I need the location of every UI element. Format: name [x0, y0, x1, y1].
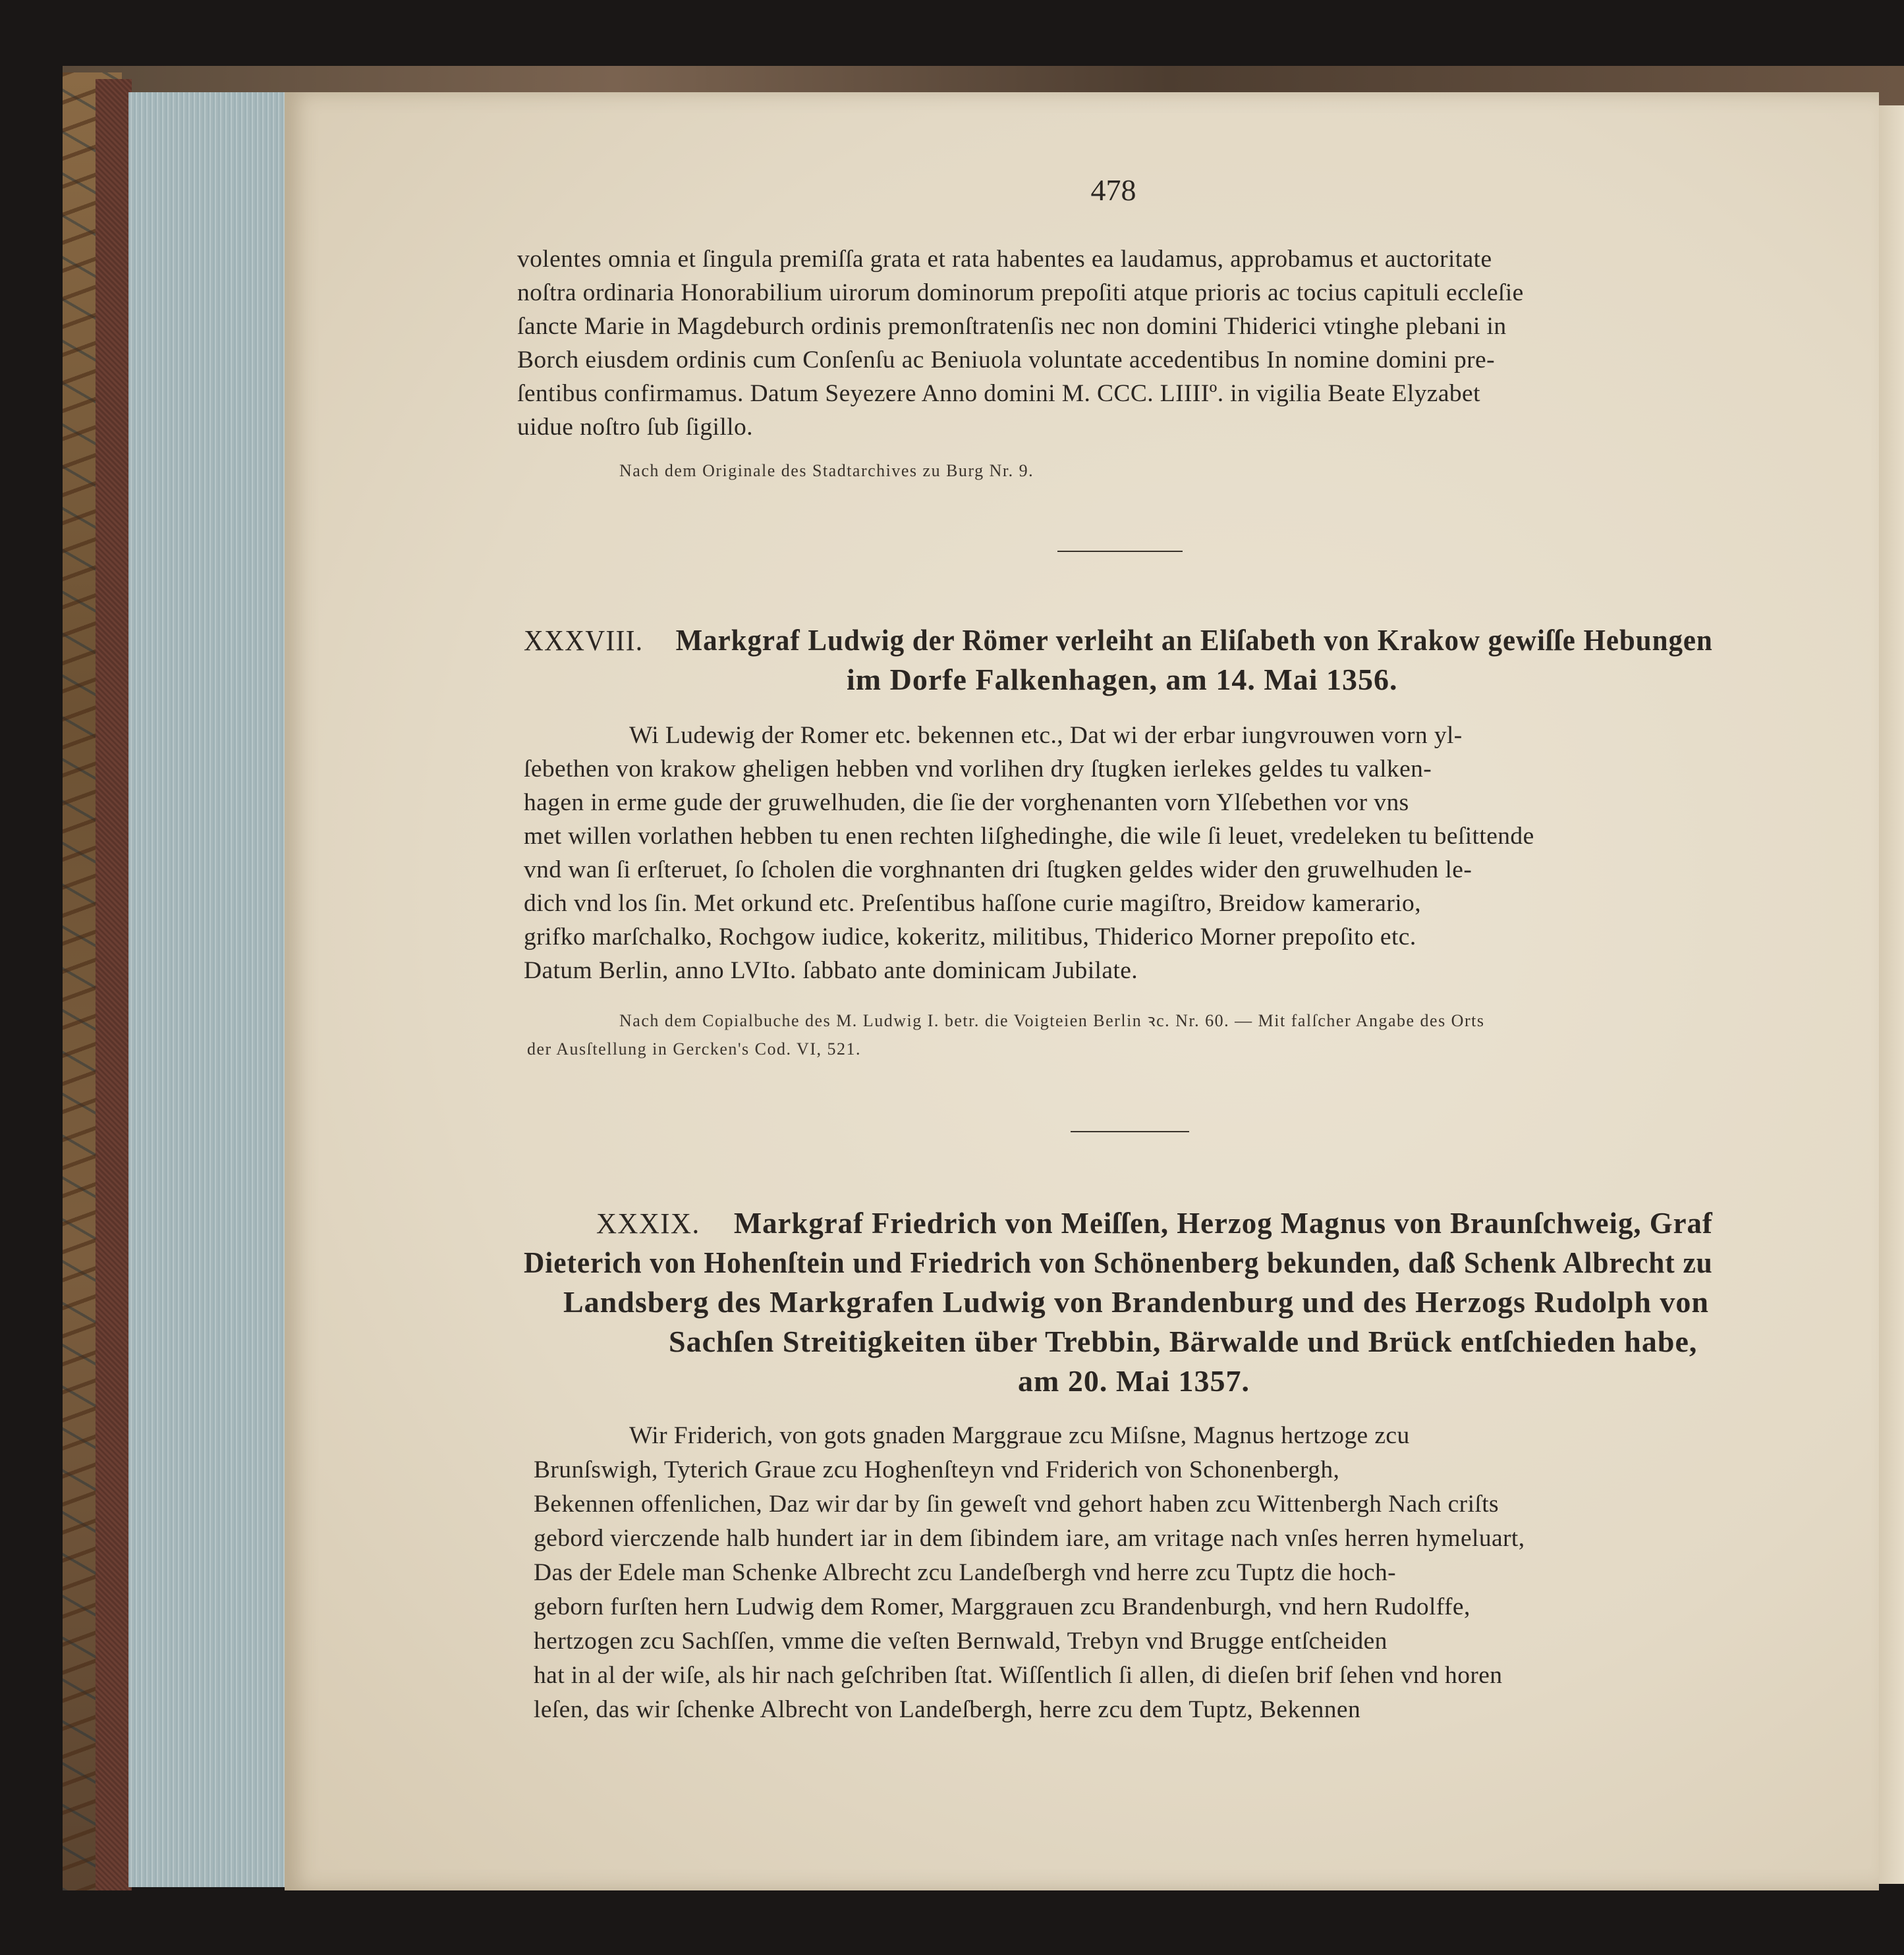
section-title-line: Dieterich von Hohenſtein und Friedrich von Schönenberg bekunden, daß Schenk Albrecht zu [524, 1246, 1713, 1279]
continuation-line: volentes omnia et ſingula premiſſa grata et rata habentes ea laudamus, approbamus et auctoritate [517, 246, 1492, 273]
body-line: Datum Berlin, anno LVIto. ſabbato ante dominicam Jubilate. [524, 957, 1138, 984]
body-line: geborn furſten hern Ludwig dem Romer, Marggrauen zcu Brandenburgh, vnd hern Rudolffe, [534, 1593, 1470, 1620]
body-line: Wir Friderich, von gots gnaden Marggraue zcu Miſsne, Magnus hertzoge zcu [629, 1422, 1410, 1449]
continuation-line: Borch eiusdem ordinis cum Conſenſu ac Beniuola voluntate accedentibus In nomine domini pre- [517, 346, 1495, 373]
continuation-line: noſtra ordinaria Honorabilium uirorum dominorum prepoſiti atque prioris ac tocius capituli eccleſie [517, 279, 1524, 306]
body-line: Wi Ludewig der Romer etc. bekennen etc., Dat wi der erbar iungvrouwen vorn yl- [629, 722, 1463, 749]
section-divider [1057, 551, 1183, 552]
source-note: Nach dem Copialbuche des M. Ludwig I. betr. die Voigteien Berlin ꝛc. Nr. 60. — Mit falſcher Angabe des Orts [619, 1011, 1485, 1030]
page-block-edges [128, 92, 291, 1887]
cloth-spine-strip [96, 79, 132, 1890]
section-title-line: im Dorfe Falkenhagen, am 14. Mai 1356. [847, 663, 1398, 696]
section-title-line: Markgraf Friedrich von Meiſſen, Herzog Magnus von Braunſchweig, Graf [733, 1206, 1713, 1240]
section-title-line: am 20. Mai 1357. [1018, 1364, 1250, 1398]
section-heading [596, 1205, 1713, 1240]
body-line: gebord vierczende halb hundert iar in dem ſibindem iare, am vritage nach vnſes herren hymeluart, [534, 1525, 1525, 1552]
body-line: grifko marſchalko, Rochgow iudice, kokeritz, militibus, Thiderico Morner prepoſito etc. [524, 923, 1416, 950]
section-title-line: Sachſen Streitigkeiten über Trebbin, Bärwalde und Brück entſchieden habe, [669, 1325, 1698, 1358]
source-note: der Ausſtellung in Gercken's Cod. VI, 521. [527, 1039, 861, 1059]
body-line: ſebethen von krakow gheligen hebben vnd vorlihen dry ſtugken ierlekes geldes tu valken- [524, 756, 1432, 783]
section-title-line: Landsberg des Markgrafen Ludwig von Brandenburg und des Herzogs Rudolph von [563, 1285, 1709, 1319]
body-line: hat in al der wiſe, als hir nach geſchriben ſtat. Wiſſentlich ſi allen, di dieſen brif ſehen vnd horen [534, 1662, 1503, 1689]
continuation-line: ſancte Marie in Magdeburch ordinis premonſtratenſis nec non domini Thiderici vtinghe plebani in [517, 313, 1507, 340]
body-line: hertzogen zcu Sachſſen, vmme die veſten Bernwald, Trebyn vnd Brugge entſcheiden [534, 1628, 1387, 1655]
body-line: leſen, das wir ſchenke Albrecht von Landeſbergh, herre zcu dem Tuptz, Bekennen [534, 1696, 1361, 1723]
section-numeral: XXXVIII. [524, 624, 644, 657]
continuation-line: ſentibus confirmamus. Datum Seyezere Anno domini M. CCC. LIIIIº. in vigilia Beate Elyzabet [517, 380, 1480, 407]
section-numeral: XXXIX. [596, 1207, 700, 1240]
body-line: Das der Edele man Schenke Albrecht zcu Landeſbergh vnd herre zcu Tuptz die hoch- [534, 1559, 1396, 1586]
section-heading [524, 622, 1713, 657]
continuation-line: uidue noſtro ſub ſigillo. [517, 414, 753, 441]
body-line: dich vnd los ſin. Met orkund etc. Preſentibus haſſone curie magiſtro, Breidow kamerario, [524, 890, 1421, 917]
section-divider [1071, 1131, 1189, 1132]
body-line: met willen vorlathen hebben tu enen rechten liſghedinghe, die wile ſi leuet, vredeleken tu beſittende [524, 823, 1534, 850]
page-number: 478 [1090, 173, 1136, 207]
body-line: Brunſswigh, Tyterich Graue zcu Hoghenſteyn vnd Friderich von Schonenbergh, [534, 1456, 1340, 1483]
section-title-line: Markgraf Ludwig der Römer verleiht an Eliſabeth von Krakow gewiſſe Hebungen [675, 623, 1713, 657]
body-line: hagen in erme gude der gruwelhuden, die ſie der vorghenanten vorn Ylſebethen vor vns [524, 789, 1409, 816]
body-line: Bekennen offenlichen, Daz wir dar by ſin geweſt vnd gehort haben zcu Wittenbergh Nach criſts [534, 1491, 1499, 1518]
source-note: Nach dem Originale des Stadtarchives zu Burg Nr. 9. [619, 461, 1034, 480]
body-line: vnd wan ſi erſteruet, ſo ſcholen die vorghnanten dri ſtugken geldes wider den gruwelhuden le- [524, 856, 1472, 883]
